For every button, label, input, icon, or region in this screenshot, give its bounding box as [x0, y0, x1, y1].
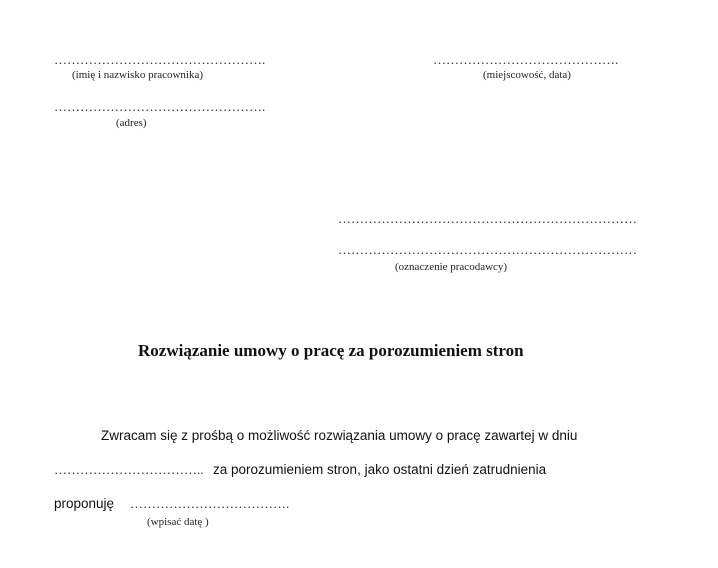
proposed-date-field[interactable]: ……………………………….: [130, 496, 290, 511]
address-caption: (adres): [116, 117, 147, 129]
contract-date-field[interactable]: ……………………………..: [54, 462, 204, 477]
place-date-field[interactable]: …………………………………….: [433, 52, 619, 67]
propose-label: proponuję: [54, 496, 115, 511]
employee-name-caption: (imię i nazwisko pracownika): [72, 69, 204, 81]
employer-caption: (oznaczenie pracodawcy): [395, 261, 508, 273]
employer-field-line-2[interactable]: ……………………………………………………………: [338, 242, 637, 257]
paragraph-line-2: za porozumieniem stron, jako ostatni dzień zatrudnienia: [213, 462, 547, 477]
proposed-date-caption: (wpisać datę ): [147, 516, 209, 528]
employer-field-line-1[interactable]: ……………………………………………………………: [338, 211, 637, 226]
address-field[interactable]: ………………………………………….: [54, 99, 266, 114]
paragraph-line-1: Zwracam się z prośbą o możliwość rozwiązania umowy o pracę zawartej w dniu: [101, 428, 578, 443]
employee-name-field[interactable]: ………………………………………….: [54, 52, 266, 67]
document-title: Rozwiązanie umowy o pracę za porozumieniem stron: [138, 341, 524, 360]
place-date-caption: (miejscowość, data): [483, 69, 571, 81]
